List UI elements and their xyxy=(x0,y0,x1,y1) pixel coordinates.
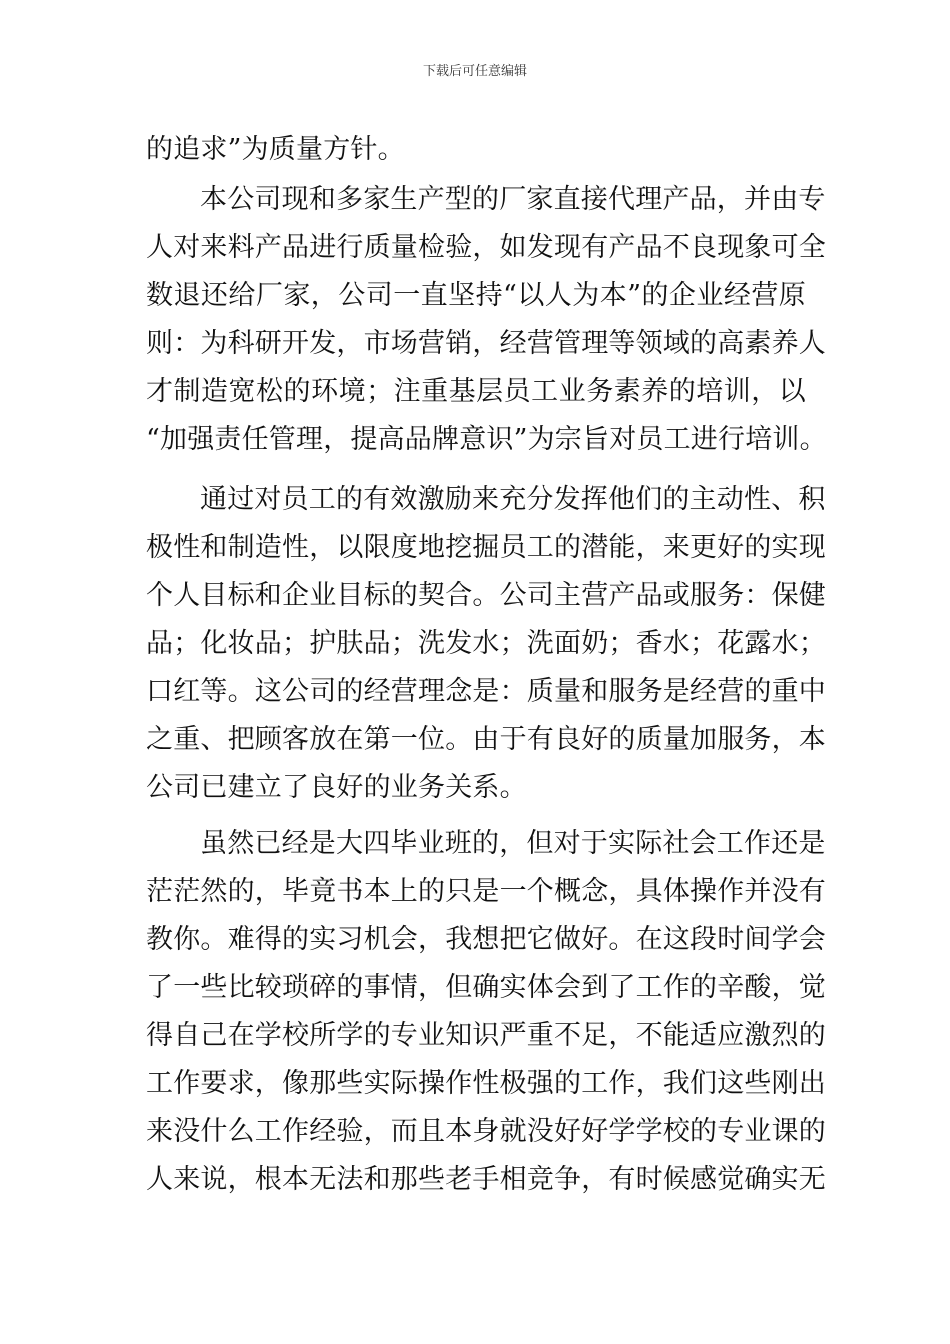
text-line: 的追求”为质量方针。 xyxy=(146,134,405,165)
text-line: 数退还给厂家，公司一直坚持“以人为本”的企业经营原 xyxy=(146,280,806,311)
text-line: 才制造宽松的环境；注重基层员工业务素养的培训，以 xyxy=(146,376,806,407)
text-line: 人来说，根本无法和那些老手相竞争，有时候感觉确实无 xyxy=(146,1164,826,1195)
text-line: 极性和制造性，以限度地挖掘员工的潜能，来更好的实现 xyxy=(146,532,826,563)
text-line: 得自己在学校所学的专业知识严重不足，不能适应激烈的 xyxy=(146,1020,826,1051)
text-line: 人对来料产品进行质量检验，如发现有产品不良现象可全 xyxy=(146,232,826,263)
text-line: 个人目标和企业目标的契合。公司主营产品或服务：保健 xyxy=(146,580,826,611)
text-line: 来没什么工作经验，而且本身就没好好学学校的专业课的 xyxy=(146,1116,826,1147)
text-line: 工作要求，像那些实际操作性极强的工作，我们这些刚出 xyxy=(146,1068,826,1099)
text-line: 虽然已经是大四毕业班的，但对于实际社会工作还是 xyxy=(200,828,826,859)
text-line: 茫茫然的，毕竟书本上的只是一个概念，具体操作并没有 xyxy=(146,876,826,907)
text-line: 通过对员工的有效激励来充分发挥他们的主动性、积 xyxy=(200,484,826,515)
text-line: 口红等。这公司的经营理念是：质量和服务是经营的重中 xyxy=(146,676,826,707)
text-line: 公司已建立了良好的业务关系。 xyxy=(146,772,527,803)
text-line: 本公司现和多家生产型的厂家直接代理产品，并由专 xyxy=(200,184,826,215)
text-line: 品；化妆品；护肤品；洗发水；洗面奶；香水；花露水； xyxy=(146,628,826,659)
text-line: “加强责任管理，提高品牌意识”为宗旨对员工进行培训。 xyxy=(146,424,827,455)
text-line: 之重、把顾客放在第一位。由于有良好的质量加服务，本 xyxy=(146,724,826,755)
text-line: 了一些比较琐碎的事情，但确实体会到了工作的辛酸，觉 xyxy=(146,972,826,1003)
text-line: 教你。难得的实习机会，我想把它做好。在这段时间学会 xyxy=(146,924,826,955)
page-header: 下载后可任意编辑 xyxy=(422,64,527,79)
text-line: 则：为科研开发，市场营销，经营管理等领域的高素养人 xyxy=(146,328,826,359)
